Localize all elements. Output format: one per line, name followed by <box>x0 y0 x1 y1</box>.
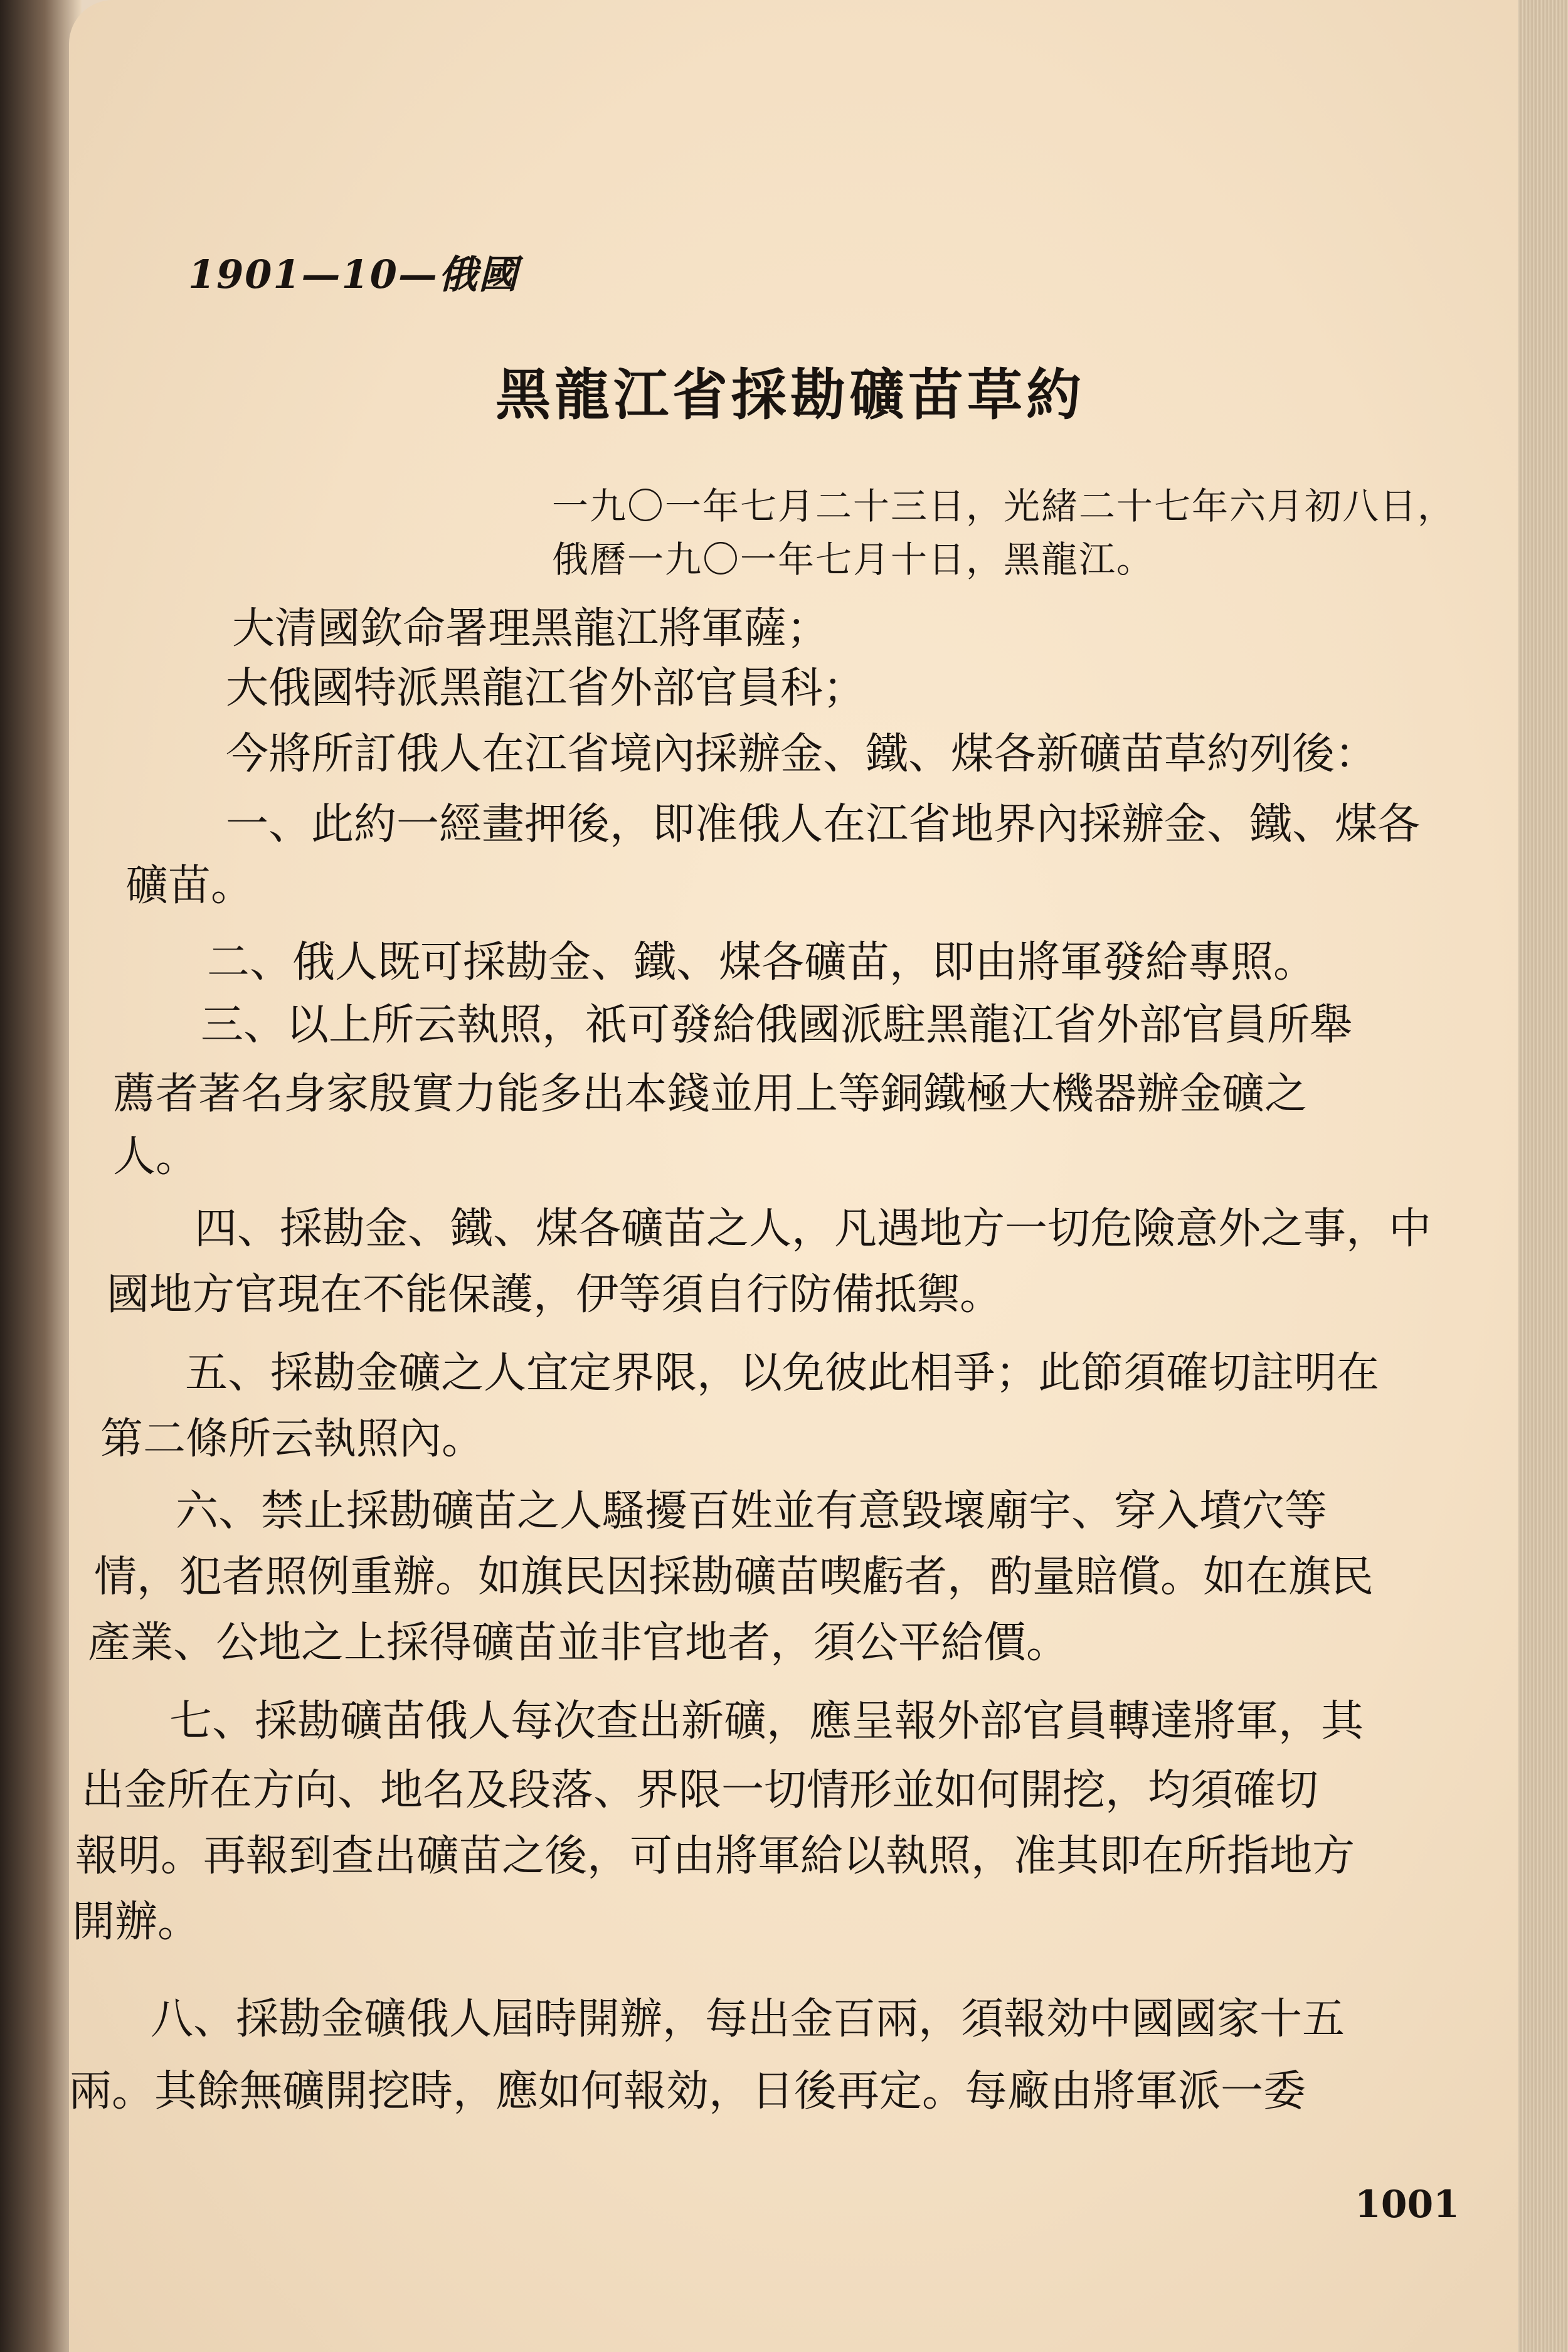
page-content <box>69 0 1518 2352</box>
clause-text: 一、此約一經畫押後，即准俄人在江省地界內採辦金、鐵、煤各 <box>226 800 1421 849</box>
clause-text: 報明。再報到查出礦苗之後，可由將軍給以執照，准其即在所指地方 <box>75 1831 1355 1881</box>
clause-text: 礦苗。 <box>125 861 254 911</box>
dateline-2: 俄曆一九〇一年七月十日，黑龍江。 <box>552 538 1155 581</box>
clause-text: 六、禁止採勘礦苗之人騷擾百姓並有意毀壞廟宇、穿入墳穴等 <box>176 1486 1328 1536</box>
clause-text: 三、以上所云執照，祇可發給俄國派駐黑龍江省外部官員所舉 <box>201 1000 1353 1050</box>
party-text: 大清國欽命署理黑龍江將軍薩； <box>232 604 830 654</box>
clause-text: 七、採勘礦苗俄人每次查出新礦，應呈報外部官員轉達將軍，其 <box>169 1697 1364 1746</box>
clause-text: 出金所在方向、地名及段落、界限一切情形並如何開挖，均須確切 <box>82 1766 1319 1815</box>
party-text: 大俄國特派黑龍江省外部官員科； <box>226 664 866 713</box>
clause-text: 薦者著名身家殷實力能多出本錢並用上等銅鐵極大機器辦金礦之 <box>113 1069 1308 1119</box>
clause-text: 產業、公地之上採得礦苗並非官地者，須公平給價。 <box>88 1618 1069 1668</box>
book-page <box>69 0 1518 2352</box>
clause-text: 五、採勘金礦之人宜定界限，以免彼此相爭；此節須確切註明在 <box>185 1348 1380 1398</box>
clause-text: 開辦。 <box>72 1897 201 1947</box>
page-stack-edge <box>1512 0 1568 2352</box>
document-title: 黑龍江省採勘礦苗草約 <box>495 362 1086 427</box>
party-text: 今將所訂俄人在江省境內採辦金、鐵、煤各新礦苗草約列後： <box>226 729 1378 779</box>
page-number: 1001 <box>1355 2183 1459 2227</box>
running-header: 1901—10—俄國 <box>188 252 519 297</box>
dateline-1: 一九〇一年七月二十三日，光緒二十七年六月初八日， <box>552 485 1456 527</box>
clause-text: 人。 <box>113 1132 199 1182</box>
clause-text: 二、俄人既可採勘金、鐵、煤各礦苗，即由將軍發給專照。 <box>207 938 1316 987</box>
clause-text: 第二條所云執照內。 <box>100 1414 485 1464</box>
clause-text: 兩。其餘無礦開挖時，應如何報効，日後再定。每廠由將軍派一委 <box>69 2067 1306 2116</box>
clause-text: 情，犯者照例重辦。如旗民因採勘礦苗喫虧者，酌量賠償。如在旗民 <box>94 1552 1374 1602</box>
clause-text: 八、採勘金礦俄人屆時開辦，每出金百兩，須報効中國國家十五 <box>151 1994 1345 2044</box>
clause-text: 國地方官現在不能保護，伊等須自行防備抵禦。 <box>107 1270 1003 1320</box>
clause-text: 四、採勘金、鐵、煤各礦苗之人，凡遇地方一切危險意外之事，中 <box>194 1204 1432 1254</box>
